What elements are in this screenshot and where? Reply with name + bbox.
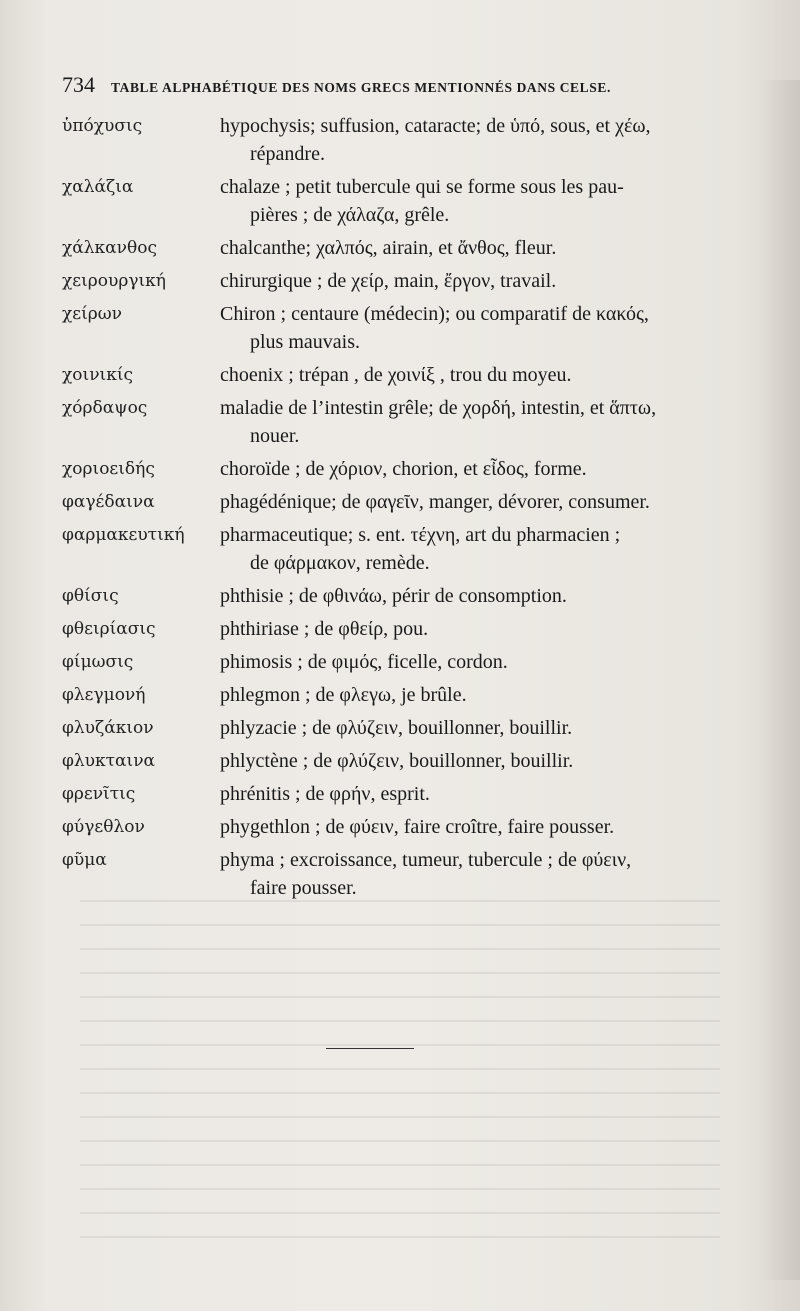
greek-term: φῦμα [62, 850, 107, 870]
greek-term: φρενῖτις [62, 784, 136, 804]
greek-term: χάλκανθος [62, 238, 157, 258]
greek-term: φθειρίασις [62, 619, 156, 639]
definition [220, 648, 732, 676]
glossary-entry [62, 521, 732, 577]
greek-term: χαλάζια [62, 177, 134, 197]
show-through [80, 880, 720, 1260]
definition [220, 267, 732, 295]
glossary-entry [62, 747, 732, 775]
definition-text: phagédénique; de φαγεῖν, manger, dévorer, consumer. [220, 491, 650, 513]
definition-text: phlyzacie ; de φλύζειν, bouillonner, bouillir. [220, 717, 573, 739]
greek-term: χειρουργική [62, 271, 166, 291]
glossary-entry [62, 300, 732, 356]
greek-term: φαρμακευτική [62, 525, 185, 545]
definition [220, 615, 732, 643]
definition-continuation: faire pousser. [250, 877, 357, 899]
glossary-entry [62, 846, 732, 902]
glossary-entry [62, 648, 732, 676]
greek-term: φλυκταινα [62, 751, 156, 771]
definition-continuation: pières ; de χάλαζα, grêle. [250, 204, 450, 226]
glossary-entry [62, 582, 732, 610]
definition [220, 488, 732, 516]
section-rule [326, 1048, 414, 1049]
definition [220, 394, 732, 450]
definition [220, 300, 732, 356]
glossary-entry [62, 813, 732, 841]
definition-text: chalcanthe; χαλπός, airain, et ἄνθος, fleur. [220, 237, 557, 259]
glossary-entry [62, 615, 732, 643]
definition-text: phthisie ; de φθινάω, périr de consomption. [220, 585, 567, 607]
greek-term: χοινικίς [62, 365, 134, 385]
greek-term: φλυζάκιον [62, 718, 154, 738]
greek-term: φύγεθλον [62, 817, 145, 837]
glossary-entry [62, 112, 732, 168]
greek-term: χοριοειδής [62, 459, 155, 479]
definition [220, 234, 732, 262]
running-title: TABLE ALPHABÉTIQUE DES NOMS GRECS MENTIONNÉS DANS CELSE. [111, 80, 611, 95]
glossary-entry [62, 173, 732, 229]
definition-text: chalaze ; petit tubercule qui se forme sous les pau- [220, 176, 624, 198]
greek-term: φαγέδαινα [62, 492, 155, 512]
glossary-entry [62, 714, 732, 742]
glossary-entry [62, 780, 732, 808]
definition-text: phlyctène ; de φλύζειν, bouillonner, bouillir. [220, 750, 574, 772]
definition-text: choroïde ; de χόριον, chorion, et εἶδος, forme. [220, 458, 587, 480]
definition [220, 173, 732, 229]
greek-term: ὑπόχυσις [62, 116, 143, 136]
page-edge-shadow [760, 80, 800, 1280]
definition-continuation: répandre. [250, 143, 325, 165]
glossary-list [62, 112, 732, 907]
greek-term: φίμωσις [62, 652, 134, 672]
glossary-entry [62, 681, 732, 709]
glossary-entry [62, 488, 732, 516]
page-header [62, 72, 762, 102]
definition-text: Chiron ; centaure (médecin); ou comparatif de κακός, [220, 303, 649, 325]
definition-continuation: nouer. [250, 425, 300, 447]
glossary-entry [62, 234, 732, 262]
page-number: 734 [62, 72, 95, 97]
definition-text: maladie de l’intestin grêle; de χορδή, intestin, et ἅπτω, [220, 397, 657, 419]
definition-text: phrénitis ; de φρήν, esprit. [220, 783, 430, 805]
definition-text: hypochysis; suffusion, cataracte; de ὑπό, sous, et χέω, [220, 115, 651, 137]
definition-text: phimosis ; de φιμός, ficelle, cordon. [220, 651, 508, 673]
definition-continuation: plus mauvais. [250, 331, 360, 353]
definition [220, 521, 732, 577]
definition [220, 846, 732, 902]
definition-text: phthiriase ; de φθείρ, pou. [220, 618, 429, 640]
definition-text: pharmaceutique; s. ent. τέχνη, art du pharmacien ; [220, 524, 621, 546]
definition-text: chirurgique ; de χείρ, main, ἔργον, travail. [220, 270, 557, 292]
definition [220, 780, 732, 808]
greek-term: χείρων [62, 304, 122, 324]
definition-text: phyma ; excroissance, tumeur, tubercule ; de φύειν, [220, 849, 632, 871]
definition [220, 582, 732, 610]
glossary-entry [62, 394, 732, 450]
glossary-entry [62, 455, 732, 483]
definition [220, 361, 732, 389]
greek-term: χόρδαψος [62, 398, 148, 418]
definition [220, 112, 732, 168]
greek-term: φλεγμονή [62, 685, 146, 705]
definition-text: phlegmon ; de φλεγω, je brûle. [220, 684, 467, 706]
glossary-entry [62, 267, 732, 295]
definition [220, 681, 732, 709]
definition [220, 813, 732, 841]
definition-continuation: de φάρμακον, remède. [250, 552, 430, 574]
definition [220, 714, 732, 742]
definition [220, 455, 732, 483]
definition-text: choenix ; trépan , de χοινίξ , trou du moyeu. [220, 364, 572, 386]
definition [220, 747, 732, 775]
greek-term: φθίσις [62, 586, 119, 606]
definition-text: phygethlon ; de φύειν, faire croître, faire pousser. [220, 816, 615, 838]
glossary-entry [62, 361, 732, 389]
